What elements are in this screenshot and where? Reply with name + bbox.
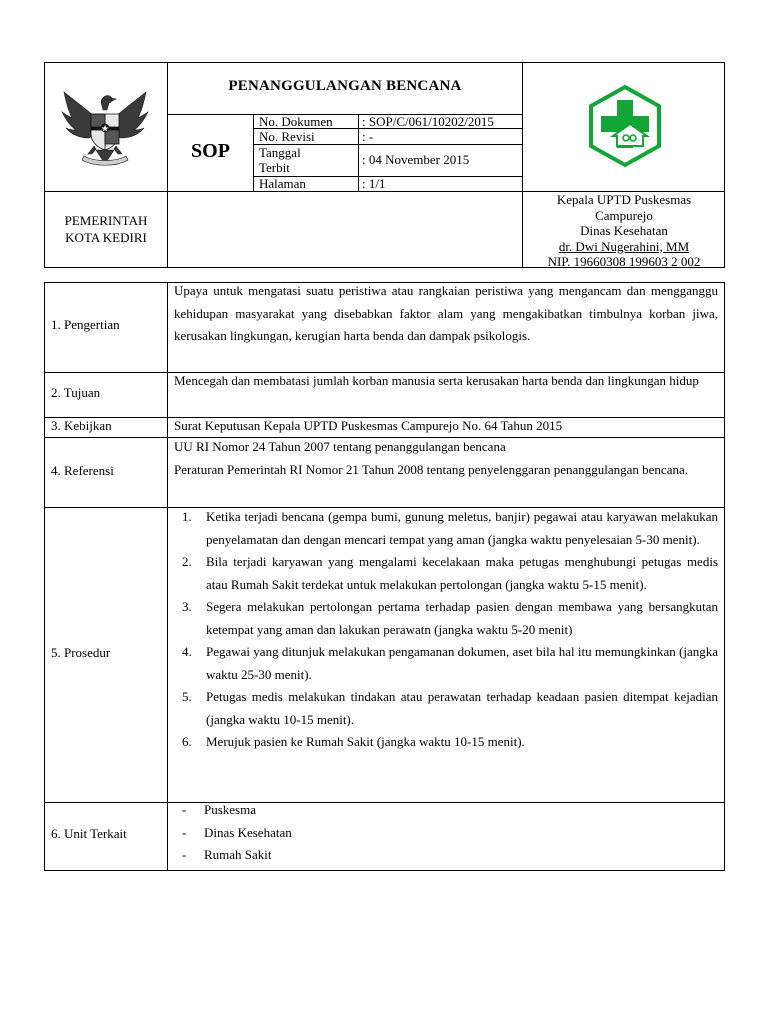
list-item: [168, 822, 716, 845]
unit-text: Dinas Kesehatan: [204, 824, 292, 840]
bullet-dash: -: [182, 802, 187, 817]
referensi-line1: UU RI Nomor 24 Tahun 2007 tentang penanggulangan bencana: [174, 439, 506, 454]
label-tujuan: 2. Tujuan: [51, 385, 101, 400]
text-referensi: [174, 436, 718, 481]
document-title: PENANGGULANGAN BENCANA: [228, 78, 462, 94]
step-number: 6.: [182, 734, 192, 749]
unit-terkait-list: [168, 799, 716, 867]
signatory-nip: NIP. 19660308 199603 2 002: [547, 254, 701, 269]
step-number: 5.: [182, 689, 192, 704]
meta-value-no-dokumen: : SOP/C/061/10202/2015: [362, 114, 494, 129]
label-kebijakan: 3. Kebijkan: [51, 418, 112, 433]
signatory-line2: Campurejo: [595, 207, 653, 223]
bullet-dash: -: [182, 824, 187, 840]
label-unit-terkait: 6. Unit Terkait: [51, 826, 127, 841]
label-pengertian: 1. Pengertian: [51, 317, 120, 332]
list-item: [170, 596, 718, 641]
meta-key-no-revisi: No. Revisi: [259, 129, 315, 144]
unit-text: Puskesma: [204, 802, 256, 817]
garuda-pancasila-emblem-icon: [58, 80, 152, 172]
step-text: Pegawai yang ditunjuk melakukan pengamanan dokumen, aset bila hal itu memungkinkan (jangka waktu 25-30 menit).: [206, 644, 718, 682]
meta-divider: [358, 114, 359, 191]
signatory-line3: Dinas Kesehatan: [580, 223, 668, 238]
list-item: [170, 731, 718, 754]
referensi-line2: Peraturan Pemerintah RI Nomor 21 Tahun 2008 tentang penyelenggaran penanggulangan bencana.: [174, 461, 688, 477]
step-text: Ketika terjadi bencana (gempa bumi, gunung meletus, banjir) pegawai atau karyawan melakukan penyelamatan dan dengan mencari tempat yang aman (jangka waktu penyelesaian 5-30 menit).: [206, 509, 718, 547]
meta-divider: [253, 114, 254, 191]
signatory-line1: Kepala UPTD Puskesmas: [556, 192, 692, 207]
list-item: [168, 844, 716, 867]
content-divider: [167, 282, 168, 871]
step-number: 4.: [182, 644, 192, 659]
text-pengertian: Upaya untuk mengatasi suatu peristiwa atau rangkaian peristiwa yang mengancam dan mengganggu kehidupan masyarakat yang disebabkan faktor alam yang mengakibatkan timbulnya korban jiwa, kerusakan lingkungan, kerugian harta benda dan dampak psikologis.: [174, 283, 718, 343]
step-number: 3.: [182, 599, 192, 614]
signatory-block: [523, 192, 725, 270]
sop-label: SOP: [191, 140, 230, 162]
unit-text: Rumah Sakit: [204, 847, 272, 862]
meta-key-tanggal-terbit: Tanggal Terbit: [259, 145, 301, 175]
step-text: Merujuk pasien ke Rumah Sakit (jangka waktu 10-15 menit).: [206, 734, 525, 749]
puskesmas-logo-icon: [583, 84, 667, 168]
list-item: [170, 686, 718, 731]
step-text: Petugas medis melakukan tindakan atau perawatan terhadap keadaan pasien ditempat kejadian (jangka waktu 10-15 menit).: [206, 689, 718, 727]
meta-value-tanggal-terbit: : 04 November 2015: [362, 152, 470, 167]
list-item: [170, 551, 718, 596]
text-kebijakan: Surat Keputusan Kepala UPTD Puskesmas Campurejo No. 64 Tahun 2015: [174, 418, 563, 433]
label-prosedur: 5. Prosedur: [51, 645, 111, 660]
list-item: [170, 506, 718, 551]
bullet-dash: -: [182, 847, 187, 862]
list-item: [168, 799, 716, 822]
label-referensi: 4. Referensi: [51, 463, 114, 478]
prosedur-steps: [170, 506, 718, 754]
meta-value-no-revisi: : -: [362, 129, 374, 144]
text-tujuan: Mencegah dan membatasi jumlah korban manusia serta kerusakan harta benda dan lingkungan hidup: [174, 373, 699, 388]
step-number: 2.: [182, 554, 192, 569]
list-item: [170, 641, 718, 686]
signatory-name: dr. Dwi Nugerahini, MM: [558, 238, 690, 254]
step-text: Segera melakukan pertolongan pertama terhadap pasien dengan membawa yang bersangkutan ketempat yang aman dan lakukan perawatn (jangka waktu 5-20 menit): [206, 599, 718, 637]
meta-key-halaman: Halaman: [259, 176, 306, 191]
meta-value-halaman: : 1/1: [362, 176, 386, 191]
meta-key-no-dokumen: No. Dokumen: [259, 114, 333, 129]
step-text: Bila terjadi karyawan yang mengalami kecelakaan maka petugas menghubungi petugas medis atau Rumah Sakit terdekat untuk melakukan pertolongan (jangka waktu 5-15 menit).: [206, 554, 718, 592]
issuer-name: PEMERINTAH KOTA KEDIRI: [64, 213, 148, 245]
step-number: 1.: [182, 509, 192, 524]
